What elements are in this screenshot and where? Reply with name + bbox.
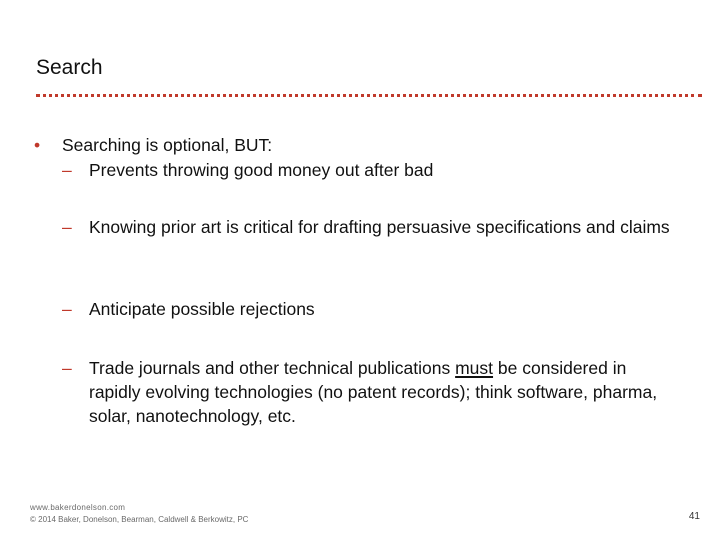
sub-bullet-text: Anticipate possible rejections bbox=[89, 299, 315, 319]
sub-bullet-item bbox=[62, 158, 672, 182]
sub-bullet-item bbox=[62, 297, 672, 321]
sub-bullet-item bbox=[62, 356, 672, 428]
sub-bullet-text bbox=[89, 356, 672, 428]
bullet-item bbox=[34, 133, 272, 157]
title-divider bbox=[36, 94, 702, 97]
bullet-text: Searching is optional, BUT: bbox=[62, 135, 273, 155]
sub-bullet-text-after: be considered in rapidly evolving technologies (no patent records); think software, pharma, solar, nanotechnology, etc. bbox=[89, 358, 658, 426]
dash-marker-icon: – bbox=[62, 299, 72, 319]
dash-marker-icon: – bbox=[62, 358, 72, 378]
dash-marker-icon: – bbox=[62, 160, 72, 180]
footer-website: www.bakerdonelson.com bbox=[30, 503, 126, 512]
sub-bullet-text-before: Trade journals and other technical publications bbox=[89, 358, 456, 378]
sub-bullet-text: Knowing prior art is critical for drafting persuasive specifications and claims bbox=[89, 217, 670, 237]
dash-marker-icon: – bbox=[62, 217, 72, 237]
emphasized-word: must bbox=[455, 358, 494, 378]
slide-title: Search bbox=[36, 56, 103, 79]
sub-bullet-text: Prevents throwing good money out after bad bbox=[89, 160, 434, 180]
sub-bullet-item bbox=[62, 215, 672, 239]
bullet-marker-icon: • bbox=[34, 135, 41, 155]
footer-copyright: © 2014 Baker, Donelson, Bearman, Caldwell & Berkowitz, PC bbox=[30, 515, 249, 524]
page-number: 41 bbox=[688, 511, 700, 522]
